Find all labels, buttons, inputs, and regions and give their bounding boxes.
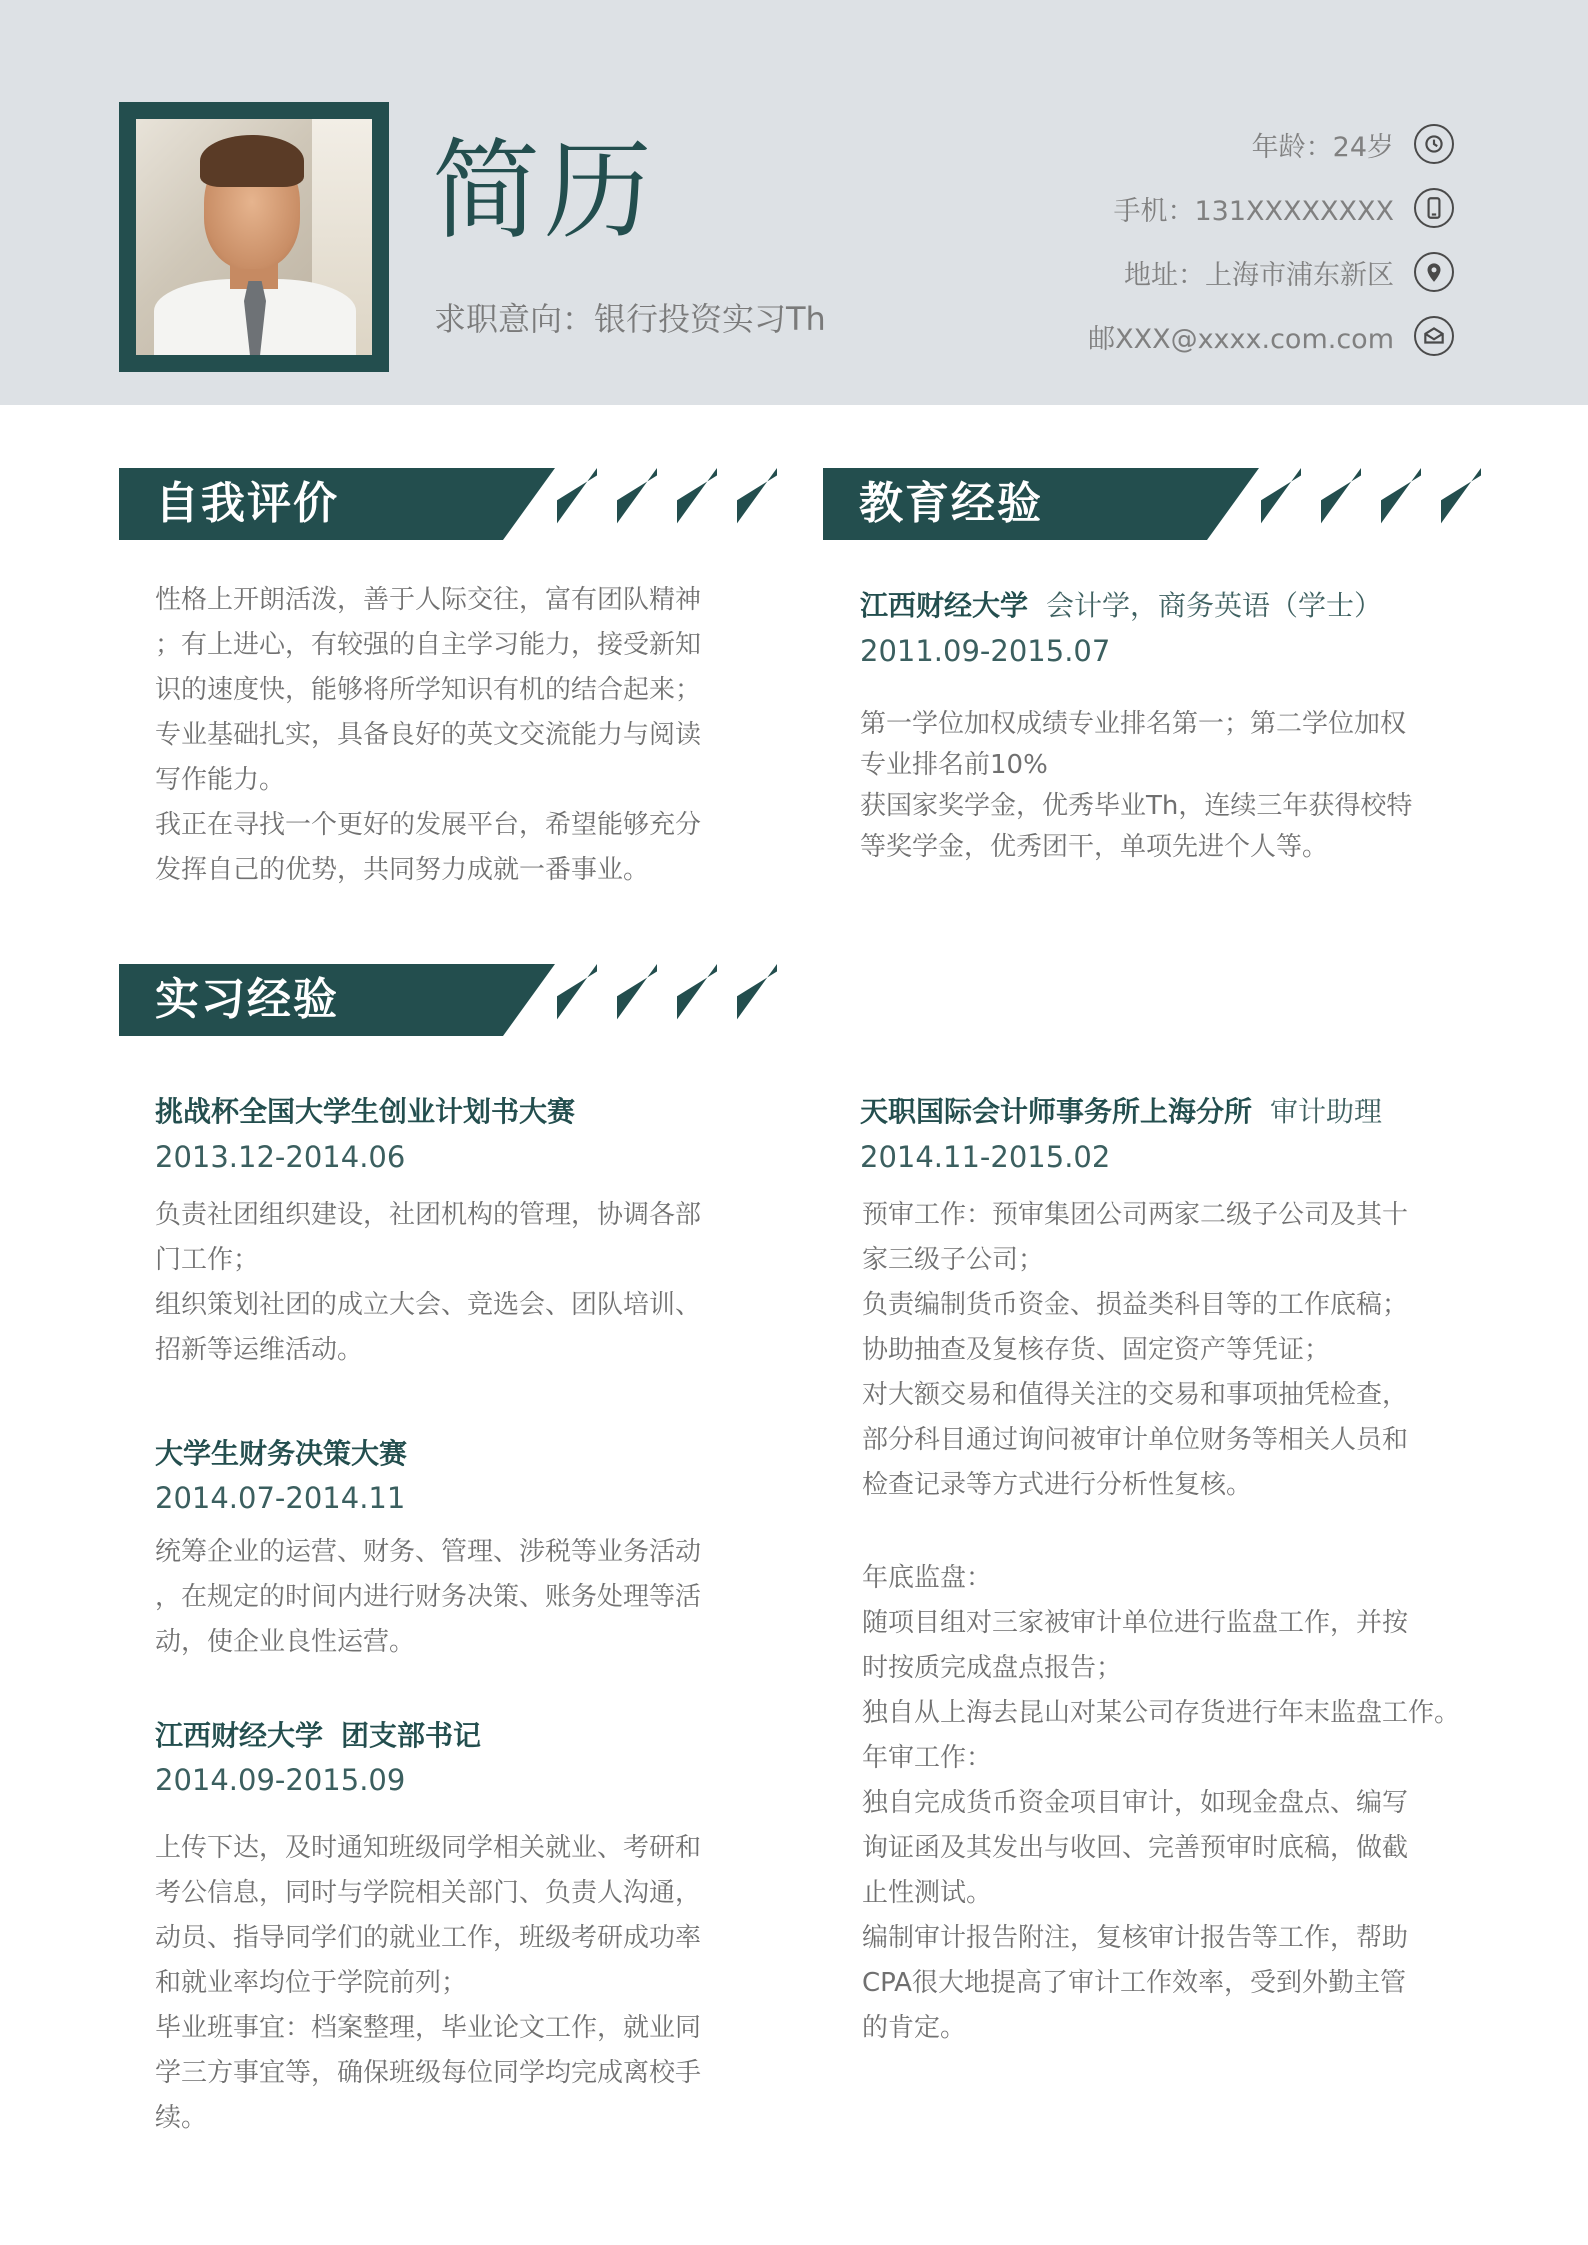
contact-address	[1124, 250, 1454, 294]
internship-item-text: 统筹企业的运营、财务、管理、涉税等业务活动 ，在规定的时间内进行财务决策、账务处理等活 动，使企业良性运营。	[155, 1537, 702, 1657]
self-eval-text: 性格上开朗活泼，善于人际交往，富有团队精神 ；有上进心，有较强的自主学习能力，接受新知 识的速度快，能够将所学知识有机的结合起来； 专业基础扎实，具备良好的英文交流能力与阅读 写作能力。 我正在寻找一个更好的发展平台，希望能够充分 发挥自己的优势，共同努力成就一番事业。	[155, 585, 702, 885]
contact-email	[1088, 314, 1454, 358]
header-banner	[0, 0, 1588, 405]
internship-item-text: 上传下达，及时通知班级同学相关就业、考研和 考公信息，同时与学院相关部门、负责人沟通， 动员、指导同学们的就业工作，班级考研成功率 和就业率均位于学院前列； 毕业班事宜：档案整理，毕业论文工作，就业同 学三方事宜等，确保班级每位同学均完成离校手续。	[155, 1833, 702, 2133]
age-text: 年龄：24岁	[1251, 131, 1394, 163]
internship-item-title: 挑战杯全国大学生创业计划书大赛	[155, 1095, 576, 1128]
self-eval-title: 自我评价	[155, 478, 339, 529]
education-date: 2011.09-2015.07	[860, 634, 1111, 668]
education-title: 教育经验	[859, 478, 1043, 529]
contact-age	[1252, 122, 1454, 166]
location-icon	[1414, 252, 1454, 292]
internship-title: 实习经验	[155, 974, 339, 1025]
education-heading	[823, 468, 1457, 540]
internship-item-date: 2014.09-2015.09	[155, 1763, 406, 1797]
internship-item-title: 江西财经大学 团支部书记	[155, 1719, 482, 1752]
address-text: 地址：上海市浦东新区	[1124, 259, 1394, 291]
job-intent: 求职意向：银行投资实习Th	[434, 300, 826, 338]
email-text: 邮XXX@xxxx.com.com	[1088, 323, 1394, 355]
internship-item-date: 2014.07-2014.11	[155, 1481, 406, 1515]
profile-photo-frame	[119, 102, 389, 372]
internship-item-text: 年底监盘： 随项目组对三家被审计单位进行监盘工作，并按 时按质完成盘点报告； 独自从上海去昆山对某公司存货进行年末监盘工作。 年审工作： 独自完成货币资金项目审计，如现金盘点、编写 询证函及其发出与收回、完善预审时底稿，做截 止性测试。 编制审计报告附注，复核审计报告等工作，帮助 CPA很大地提高了审计工作效率，受到外勤主管 的肯定。	[862, 1563, 1461, 2043]
internship-item-text: 负责社团组织建设，社团机构的管理，协调各部 门工作； 组织策划社团的成立大会、竞选会、团队培训、 招新等运维活动。	[155, 1200, 702, 1365]
mail-icon	[1414, 316, 1454, 356]
internship-item-text: 预审工作：预审集团公司两家二级子公司及其十 家三级子公司； 负责编制货币资金、损益类科目等的工作底稿； 协助抽查及复核存货、固定资产等凭证； 对大额交易和值得关注的交易和事项抽凭检查， 部分科目通过询问被审计单位财务等相关人员和 检查记录等方式进行分析性复核。	[862, 1200, 1409, 1500]
contact-phone	[1113, 186, 1454, 230]
phone-icon	[1414, 188, 1454, 228]
education-text: 第一学位加权成绩专业排名第一；第二学位加权 专业排名前10% 获国家奖学金，优秀毕业Th，连续三年获得校特 等奖学金，优秀团干，单项先进个人等。	[860, 709, 1413, 862]
internship-item-title: 天职国际会计师事务所上海分所 审计助理	[860, 1095, 1383, 1128]
education-school: 江西财经大学 会计学，商务英语（学士）	[860, 589, 1383, 622]
self-eval-heading	[119, 468, 753, 540]
internship-item-date: 2013.12-2014.06	[155, 1140, 406, 1174]
resume-title: 简历	[432, 129, 657, 254]
education-major: 会计学，商务英语（学士）	[1046, 589, 1383, 622]
clock-icon	[1414, 124, 1454, 164]
internship-heading	[119, 964, 753, 1036]
profile-photo	[136, 119, 372, 355]
phone-text: 手机：131XXXXXXXX	[1113, 195, 1394, 227]
internship-item-title: 大学生财务决策大赛	[155, 1437, 408, 1470]
internship-item-date: 2014.11-2015.02	[860, 1140, 1111, 1174]
